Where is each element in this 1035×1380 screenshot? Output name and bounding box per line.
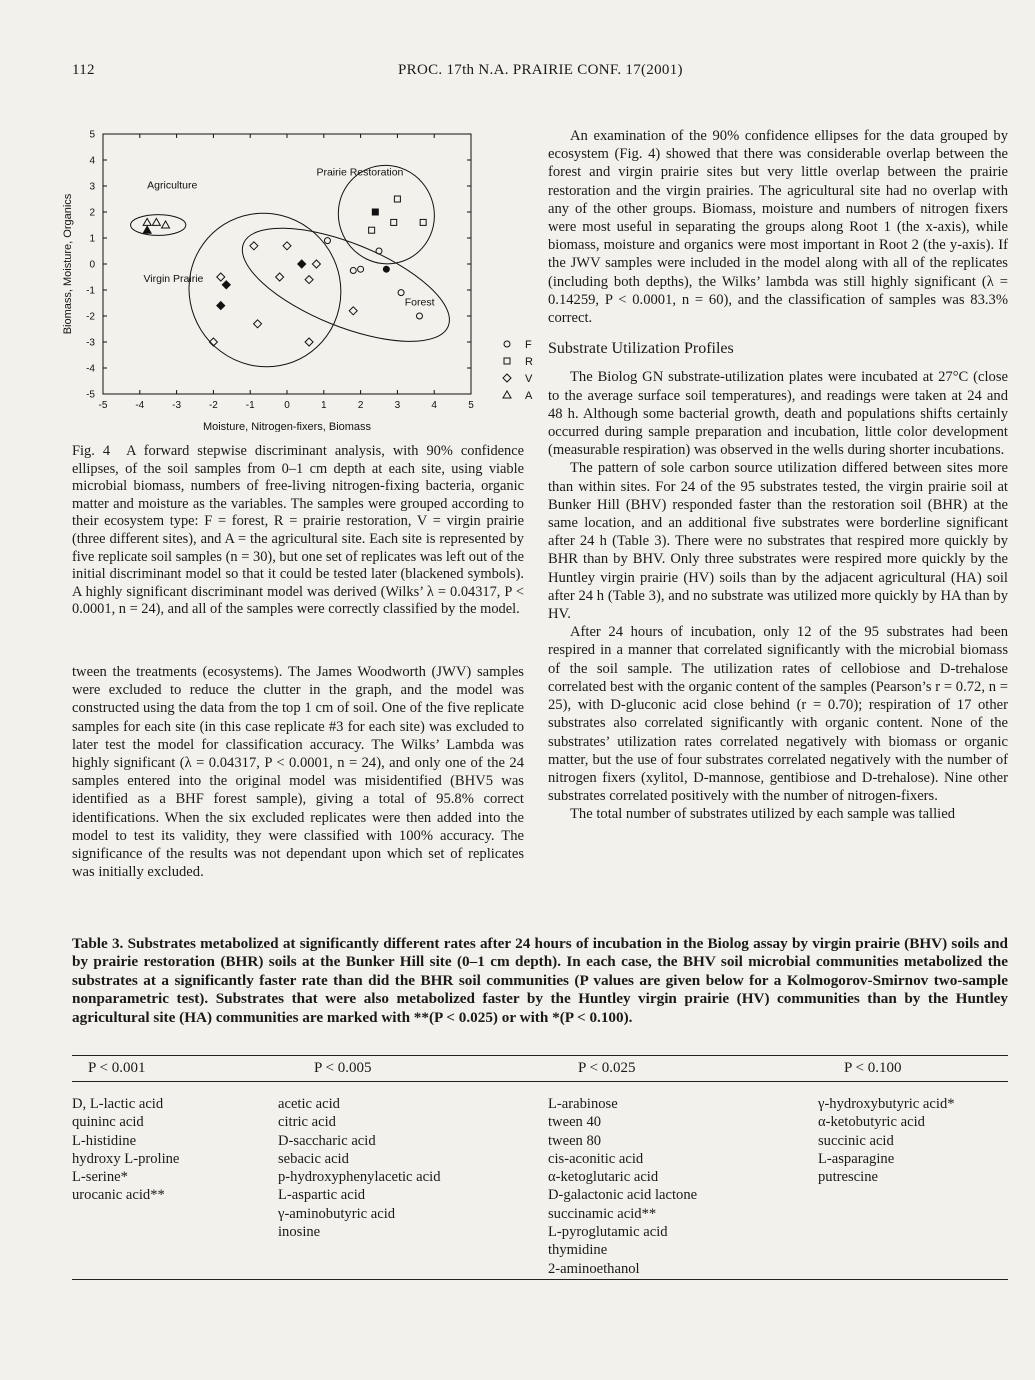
section-heading: Substrate Utilization Profiles	[548, 340, 734, 358]
table-cell: urocanic acid**	[72, 1187, 165, 1204]
group-label: Prairie Restoration	[316, 166, 404, 179]
right-column	[548, 127, 1008, 824]
point-excluded-V	[298, 260, 306, 268]
point-V	[254, 320, 262, 328]
point-V	[250, 242, 258, 250]
table-cell: L-histidine	[72, 1132, 137, 1149]
table-cell: p-hydroxyphenylacetic acid	[278, 1169, 441, 1186]
table-cell: α-ketoglutaric acid	[548, 1169, 659, 1186]
table-cell: D-galactonic acid lactone	[548, 1187, 698, 1204]
table-cell: quininc acid	[72, 1114, 144, 1131]
point-V	[276, 273, 284, 281]
legend-label: R	[525, 356, 533, 368]
table-cell: L-aspartic acid	[278, 1187, 366, 1204]
y-tick-label: -2	[86, 311, 95, 323]
figure-label: Fig. 4	[72, 443, 111, 459]
table-cell: 2-aminoethanol	[548, 1260, 640, 1277]
paragraph-carbon-utilization: The pattern of sole carbon source utilization differed between sites more than within sites. For 24 of the 95 substrates tested, the virgin prairie soil at Bunker Hill (BHV) responded faster than the restoration soil (BHR) at the same location, and an additional five substrates were borderline significant after 24 h (Table 3). There were no substrates that respired more quickly by BHR than by BHV. Only three substrates were respired more quickly by the Huntley virgin prairie (HV) soils than by the adjacent agricultural (HA) soil after 24 h (Table 3), and no substrate was utilized more quickly by HA than by HV.	[548, 460, 1008, 623]
legend-symbol-V	[503, 374, 511, 382]
x-tick-label: 1	[321, 400, 327, 411]
y-axis-label: Biomass, Moisture, Organics	[62, 193, 74, 335]
point-F	[324, 238, 330, 244]
y-tick-label: -5	[86, 389, 95, 401]
table-cell: putrescine	[818, 1169, 878, 1186]
table-cell: α-ketobutyric acid	[818, 1114, 925, 1131]
point-F	[358, 266, 364, 272]
legend-label: A	[525, 390, 533, 402]
y-tick-label: 5	[89, 129, 95, 141]
plot-frame	[103, 134, 471, 394]
y-tick-label: -1	[86, 285, 95, 297]
table-column-p001	[72, 1095, 179, 1205]
group-label: Virgin Prairie	[143, 273, 204, 286]
y-tick-label: 2	[89, 207, 95, 219]
table-header-col2: P < 0.005	[314, 1060, 372, 1076]
legend-symbol-A	[503, 391, 511, 398]
legend-label: V	[525, 373, 533, 385]
point-excluded-V	[222, 281, 230, 289]
point-V	[305, 338, 313, 346]
x-axis-label: Moisture, Nitrogen-fixers, Biomass	[202, 421, 372, 432]
point-V	[312, 260, 320, 268]
table-bottom-rule	[72, 1279, 1008, 1280]
group-label: Agriculture	[147, 179, 198, 192]
x-tick-label: 4	[431, 400, 437, 411]
paragraph-biolog: The Biolog GN substrate-utilization plates were incubated at 27°C (close to the average surface soil temperatures), and readings were taken at 24 and 48 h. Although some bacterial growth, death and populations shifts certainly occurred during sample preparation and incubation, little color development (measurable respiration) was observed in the wells during shorter incubations.	[548, 369, 1008, 459]
point-excluded-V	[217, 302, 225, 310]
confidence-ellipse	[228, 205, 464, 365]
discriminant-scatter-plot	[55, 122, 535, 432]
table-cell: D, L-lactic acid	[72, 1096, 164, 1112]
x-tick-label: -2	[208, 400, 218, 411]
point-V	[349, 307, 357, 315]
table-cell: succinamic acid**	[548, 1205, 657, 1222]
table-header-col1: P < 0.001	[88, 1060, 146, 1076]
paragraph-correlation: After 24 hours of incubation, only 12 of the 95 substrates had been respired in a manner that correlated significantly with the microbial biomass of the soil sample. The utilization rates of cellobiose and D-trehalose correlated best with the organic content of the samples (Pearson’s r = 0.72, n = 25), with D-gluconic acid close behind (r = 0.70); respiration of 17 other substrates also correlated significantly with organic content. None of the substrates’ utilization rates correlated negatively with biomass or organic matter, but the use of four substrates correlated negatively with the number of nitrogen fixers (xylitol, D-mannose, gentibiose and D-trehalose). Nine other substrates correlated positively with the number of nitrogen-fixers.	[548, 624, 1008, 805]
point-F	[350, 268, 356, 274]
table-cell: L-pyroglutamic acid	[548, 1224, 668, 1241]
x-tick-label: -3	[172, 400, 182, 411]
page-number: 112	[72, 62, 95, 78]
point-F	[416, 313, 422, 319]
x-tick-label: -4	[135, 400, 145, 411]
point-R	[420, 219, 426, 225]
table-cell: succinic acid	[818, 1132, 894, 1149]
table-header-col4: P < 0.100	[844, 1060, 902, 1076]
table-cell: L-arabinose	[548, 1096, 618, 1112]
table-cell: tween 80	[548, 1132, 602, 1149]
legend-symbol-F	[504, 341, 510, 347]
point-F	[398, 290, 404, 296]
x-tick-label: 5	[468, 400, 474, 411]
legend-symbol-R	[504, 358, 510, 364]
table-cell: inosine	[278, 1224, 321, 1241]
table-cell: D-saccharic acid	[278, 1132, 376, 1149]
table-cell: acetic acid	[278, 1096, 340, 1112]
point-excluded-A	[143, 226, 151, 233]
y-tick-label: -3	[86, 337, 95, 349]
paragraph-ellipses: An examination of the 90% confidence ellipses for the data grouped by ecosystem (Fig. 4) showed that there was considerable overlap between the forest and virgin prairie sites but very little overlap between the prairie restoration and the virgin prairies. The agricultural site had no overlap with any of the other groups. Biomass, moisture and numbers of nitrogen fixers were most useful in separating the groups along Root 1 (the x-axis), while biomass, moisture and organics were most important in Root 2 (the y-axis). If the JWV samples were included in the model along with all of the replicates (including both depths), the Wilks’ lambda was still highly significant (λ = 0.14259, P < 0.0001, n = 60), and the classification of samples was 83.3% correct.	[548, 128, 1008, 327]
table-header-rule	[72, 1081, 1008, 1082]
table-cell: L-asparagine	[818, 1150, 895, 1167]
table-cell: cis-aconitic acid	[548, 1150, 644, 1167]
y-tick-label: 1	[89, 233, 95, 245]
y-tick-label: -4	[86, 363, 95, 375]
table-cell: thymidine	[548, 1242, 608, 1259]
table-cell: γ-hydroxybutyric acid*	[818, 1096, 955, 1112]
point-R	[394, 196, 400, 202]
left-continuation-paragraph: tween the treatments (ecosystems). The James Woodworth (JWV) samples were excluded to reduce the clutter in the graph, and the model was constructed using the data from the top 1 cm of soil. One of the five replicate samples for each site (in this case replicate #3 for each site) was excluded to later test the model for classification accuracy. The Wilks’ Lambda was highly significant (λ = 0.04317, P < 0.0001, n = 24), and only one of the 24 samples entered into the original model was misidentified (BHV5 was identified as a BHF forest sample), giving a total of 95.8% correct identifications. When the six excluded replicates were then added into the model to test its validity, they were classified with 100% accuracy. The significance of the results was not dependant upon which set of replicates was initially excluded.	[72, 664, 524, 881]
table-cell: L-serine*	[72, 1169, 128, 1186]
point-V	[305, 276, 313, 284]
point-V	[283, 242, 291, 250]
y-tick-label: 0	[89, 259, 95, 271]
point-A	[143, 218, 151, 225]
x-tick-label: 2	[357, 400, 364, 411]
table-column-p005	[278, 1095, 441, 1241]
legend-label: F	[525, 339, 532, 351]
point-F	[376, 248, 382, 254]
x-tick-label: -1	[245, 400, 255, 411]
point-A	[162, 221, 170, 228]
y-tick-label: 3	[89, 181, 95, 193]
table-column-p025	[548, 1095, 697, 1278]
x-tick-label: 3	[394, 400, 401, 411]
table-cell: citric acid	[278, 1114, 336, 1131]
point-A	[152, 218, 160, 225]
left-column	[72, 663, 524, 881]
figure-caption-text: A forward stepwise discriminant analysis, with 90% confidence ellipses, of the soil samples from 0–1 cm depth at each site, using viable microbial biomass, numbers of free-living nitrogen-fixing bacteria, organic matter and moisture as the variables. The samples were grouped according to their ecosystem type: F = forest, R = prairie restoration, V = virgin prairie (three different sites), and A = the agricultural site. Each site is represented by five replicate soil samples (n = 30), but one set of replicates was left out of the initial discriminant model so that it could be tested later (blackened symbols). A highly significant discriminant model was derived (Wilks’ λ = 0.04317, P < 0.0001, n = 24), and all of the samples were correctly classified by the model.	[72, 443, 524, 618]
point-excluded-F	[383, 266, 389, 272]
table-cell: sebacic acid	[278, 1150, 349, 1167]
table-header-col3: P < 0.025	[578, 1060, 636, 1076]
point-R	[369, 227, 375, 233]
running-header: PROC. 17th N.A. PRAIRIE CONF. 17(2001)	[398, 62, 683, 78]
point-excluded-R	[372, 209, 378, 215]
paragraph-tally: The total number of substrates utilized by each sample was tallied	[570, 806, 955, 823]
table-cell: γ-aminobutyric acid	[278, 1205, 396, 1222]
point-V	[217, 273, 225, 281]
y-tick-label: 4	[89, 155, 95, 167]
table-top-rule	[72, 1055, 1008, 1056]
x-tick-label: 0	[284, 400, 290, 411]
table-caption: Table 3. Substrates metabolized at significantly different rates after 24 hours of incubation in the Biolog assay by virgin prairie (BHV) soils and by prairie restoration (BHR) soils at the Bunker Hill site (0–1 cm depth). In each case, the BHV soil microbial communities metabolized the substrates at a significantly faster rate than did the BHR soil communities (P values are given below for a Kolmogorov-Smirnov two-sample nonparametric test). Substrates that were also metabolized faster by the Huntley virgin prairie (HV) communities than by the Huntley agricultural site (HA) communities are marked with **(P < 0.025) or with *(P < 0.100).	[72, 935, 1008, 1026]
figure-caption	[72, 443, 524, 619]
table-column-p100	[818, 1095, 955, 1186]
table-cell: tween 40	[548, 1114, 602, 1131]
point-R	[391, 219, 397, 225]
x-tick-label: -5	[98, 400, 108, 411]
group-label: Forest	[404, 296, 435, 309]
table-cell: hydroxy L-proline	[72, 1150, 180, 1167]
